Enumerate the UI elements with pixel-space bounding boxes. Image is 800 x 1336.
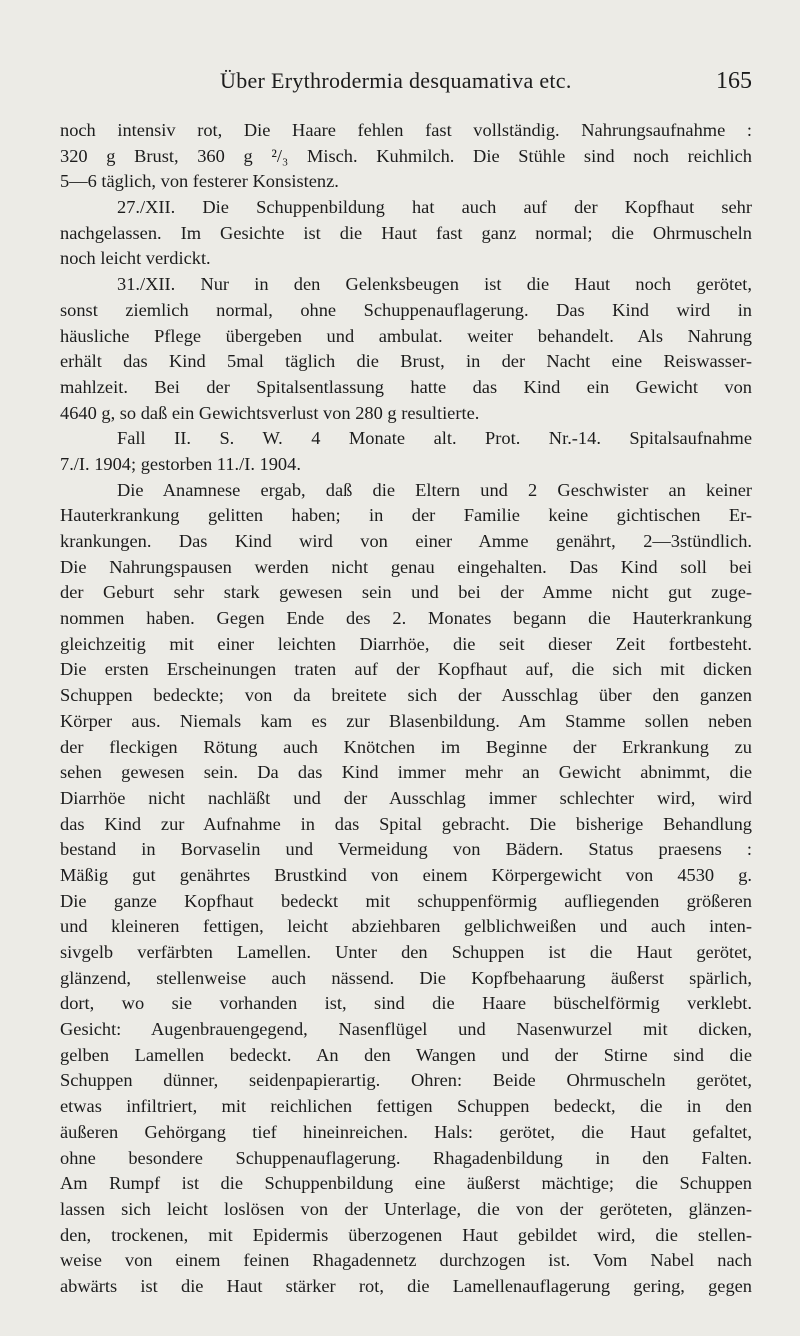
- text-line: gelben Lamellen bedeckt. An den Wangen und der Stirne sind die: [60, 1044, 752, 1065]
- text-line: häusliche Pflege übergeben und ambulat. weiter behandelt. Als Nahrung: [60, 325, 752, 346]
- text-line: glänzend, stellenweise auch nässend. Die Kopfbehaarung äußerst spärlich,: [60, 967, 752, 988]
- text-line: nommen haben. Gegen Ende des 2. Monates begann die Hauterkrankung: [60, 608, 752, 629]
- text-line: krankungen. Das Kind wird von einer Amme genährt, 2—3stündlich.: [60, 531, 752, 551]
- page-header: [60, 68, 752, 102]
- text-line: 4640 g, so daß ein Gewichtsverlust von 280 g resultierte.: [60, 402, 480, 423]
- text-line: sehen gewesen sein. Da das Kind immer mehr an Gewicht abnimmt, die: [60, 762, 752, 783]
- page-number: 165: [716, 68, 752, 94]
- text-line: Die Nahrungspausen werden nicht genau eingehalten. Das Kind soll bei: [60, 556, 752, 577]
- text-line: nachgelassen. Im Gesichte ist die Haut fast ganz normal; die Ohrmuscheln: [60, 222, 752, 243]
- text-line: 31./XII. Nur in den Gelenksbeugen ist die Haut noch gerötet,: [117, 274, 752, 295]
- text-line: Diarrhöe nicht nachläßt und der Ausschlag immer schlechter wird, wird: [60, 787, 752, 808]
- text-line: etwas infiltriert, mit reichlichen fettigen Schuppen bedeckt, die in den: [60, 1096, 752, 1117]
- text-line: der Geburt sehr stark gewesen sein und bei der Amme nicht gut zuge-: [60, 582, 752, 603]
- text-line: 5—6 täglich, von festerer Konsistenz.: [60, 171, 339, 192]
- text-line: 7./I. 1904; gestorben 11./I. 1904.: [60, 453, 301, 474]
- text-line: äußeren Gehörgang tief hineinreichen. Hals: gerötet, die Haut gefaltet,: [60, 1121, 752, 1142]
- body-text: [60, 118, 752, 1300]
- text-line: Am Rumpf ist die Schuppenbildung eine äußerst mächtige; die Schuppen: [60, 1173, 752, 1194]
- text-line: Schuppen dünner, seidenpapierartig. Ohren: Beide Ohrmuscheln gerötet,: [60, 1070, 752, 1091]
- text-line: bestand in Borvaselin und Vermeidung von Bädern. Status praesens :: [60, 839, 752, 860]
- text-line: Die ersten Erscheinungen traten auf der Kopfhaut auf, die sich mit dicken: [60, 659, 752, 680]
- text-line: Gesicht: Augenbrauengegend, Nasenflügel und Nasenwurzel mit dicken,: [60, 1019, 752, 1040]
- text-line: Körper aus. Niemals kam es zur Blasenbildung. Am Stamme sollen neben: [60, 710, 752, 731]
- text-line: weise von einem feinen Rhagadennetz durchzogen ist. Vom Nabel nach: [60, 1250, 752, 1271]
- text-line: sivgelb verfärbten Lamellen. Unter den Schuppen ist die Haut gerötet,: [60, 942, 752, 962]
- text-line: Fall II. S. W. 4 Monate alt. Prot. Nr.-14. Spitalsaufnahme: [117, 428, 752, 449]
- text-line: gleichzeitig mit einer leichten Diarrhöe, die seit dieser Zeit fortbesteht.: [60, 633, 752, 654]
- text-line: Die ganze Kopfhaut bedeckt mit schuppenförmig aufliegenden größeren: [60, 890, 752, 911]
- text-line: und kleineren fettigen, leicht abziehbaren gelblichweißen und auch inten-: [60, 916, 752, 937]
- text-line: abwärts ist die Haut stärker rot, die Lamellenauflagerung gering, gegen: [60, 1275, 752, 1296]
- text-line: Mäßig gut genährtes Brustkind von einem Körpergewicht von 4530 g.: [60, 864, 752, 885]
- text-line: noch intensiv rot, Die Haare fehlen fast vollständig. Nahrungsaufnahme :: [60, 120, 752, 140]
- text-line: den, trockenen, mit Epidermis überzogenen Haut gebildet wird, die stellen-: [60, 1224, 752, 1245]
- text-line: dort, wo sie vorhanden ist, sind die Haare büschelförmig verklebt.: [60, 993, 752, 1014]
- running-title: Über Erythrodermia desquamativa etc.: [220, 68, 572, 93]
- text-line: mahlzeit. Bei der Spitalsentlassung hatte das Kind ein Gewicht von: [60, 376, 752, 397]
- text-line: erhält das Kind 5mal täglich die Brust, in der Nacht eine Reiswasser-: [60, 351, 752, 372]
- text-line: 27./XII. Die Schuppenbildung hat auch auf der Kopfhaut sehr: [117, 197, 752, 218]
- text-line: lassen sich leicht loslösen von der Unterlage, die von der geröteten, glänzen-: [60, 1198, 752, 1219]
- text-line: Hauterkrankung gelitten haben; in der Familie keine gichtischen Er-: [60, 505, 752, 526]
- text-line: Schuppen bedeckte; von da breitete sich der Ausschlag über den ganzen: [60, 685, 752, 706]
- text-line: sonst ziemlich normal, ohne Schuppenauflagerung. Das Kind wird in: [60, 299, 752, 320]
- text-line: ohne besondere Schuppenauflagerung. Rhagadenbildung in den Falten.: [60, 1147, 752, 1168]
- text-line: noch leicht verdickt.: [60, 248, 211, 269]
- text-line: 320 g Brust, 360 g ²/₃ Misch. Kuhmilch. Die Stühle sind noch reichlich: [60, 145, 752, 166]
- text-line: das Kind zur Aufnahme in das Spital gebracht. Die bisherige Behandlung: [60, 813, 752, 834]
- text-line: der fleckigen Rötung auch Knötchen im Beginne der Erkrankung zu: [60, 736, 752, 757]
- text-line: Die Anamnese ergab, daß die Eltern und 2 Geschwister an keiner: [117, 479, 752, 500]
